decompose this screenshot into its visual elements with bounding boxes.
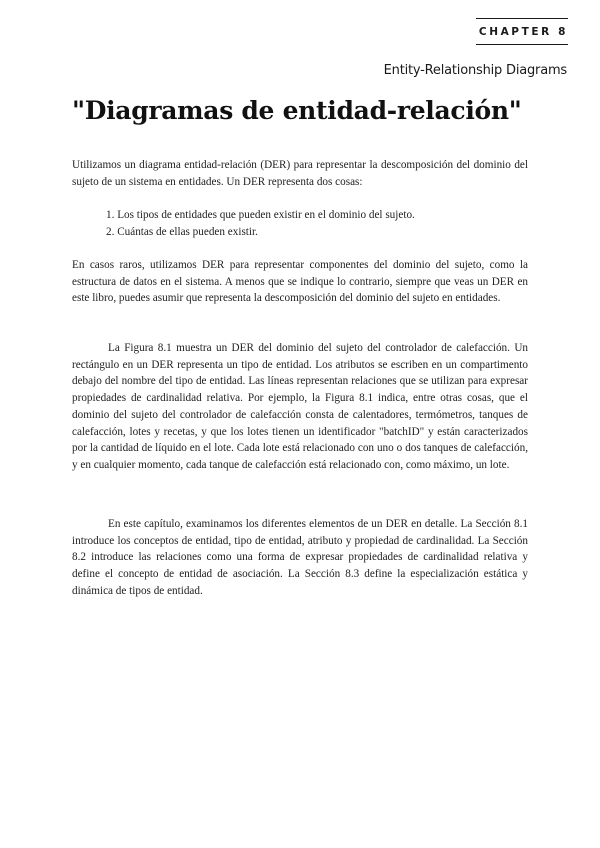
list-item: 1. Los tipos de entidades que pueden existir en el dominio del sujeto. bbox=[106, 209, 415, 221]
header-rule-top bbox=[476, 18, 568, 19]
page-title: "Diagramas de entidad-relación" bbox=[72, 96, 522, 125]
paragraph-intro: Utilizamos un diagrama entidad-relación (DER) para representar la descomposición del dominio del sujeto de un sistema en entidades. Un DER representa dos cosas: bbox=[72, 159, 528, 188]
paragraph-chapter-overview: En este capítulo, examinamos los diferentes elementos de un DER en detalle. La Sección 8.1 introduce los conceptos de entidad, tipo de entidad, atributo y propiedad de cardinalidad. La Sección 8.2 introduce las relaciones como una forma de expresar propiedades de cardinalidad relativa y define el concepto de entidad de asociación. La Sección 8.3 define la especialización estática y dinámica de tipos de entidad. bbox=[72, 518, 528, 597]
list-item: 2. Cuántas de ellas pueden existir. bbox=[106, 225, 258, 238]
der-items-list bbox=[106, 207, 415, 240]
paragraph-figure-description: La Figura 8.1 muestra un DER del dominio del sujeto del controlador de calefacción. Un rectángulo en un DER representa un tipo de entidad. Los atributos se escriben en un compartimento debajo del nombre del tipo de entidad. Las líneas representan relaciones que se utilizan para expresar propiedades de cardinalidad relativa. Por ejemplo, la Figura 8.1 indica, entre otras cosas, que el dominio del sujeto del controlador de calefacción consta de calentadores, termómetros, tanques de calefacción, lotes y recetas, y que los lotes tienen un identificador "batchID" y están caracterizados por la cantidad de líquido en el lote. Cada lote está relacionado con uno o dos tanques de calefacción, y en cualquier momento, cada tanque de calefacción está relacionado con, como máximo, un lote. bbox=[72, 342, 528, 471]
header-rule-bottom bbox=[476, 44, 568, 45]
running-title: Entity-Relationship Diagrams bbox=[383, 63, 567, 78]
paragraph-rare-cases: En casos raros, utilizamos DER para representar componentes del dominio del sujeto, como la estructura de datos en el sistema. A menos que se indique lo contrario, siempre que veas un DER en este libro, puedes asumir que representa la descomposición del dominio del sujeto en entidades. bbox=[72, 259, 528, 305]
chapter-label: CHAPTER 8 bbox=[478, 26, 568, 38]
